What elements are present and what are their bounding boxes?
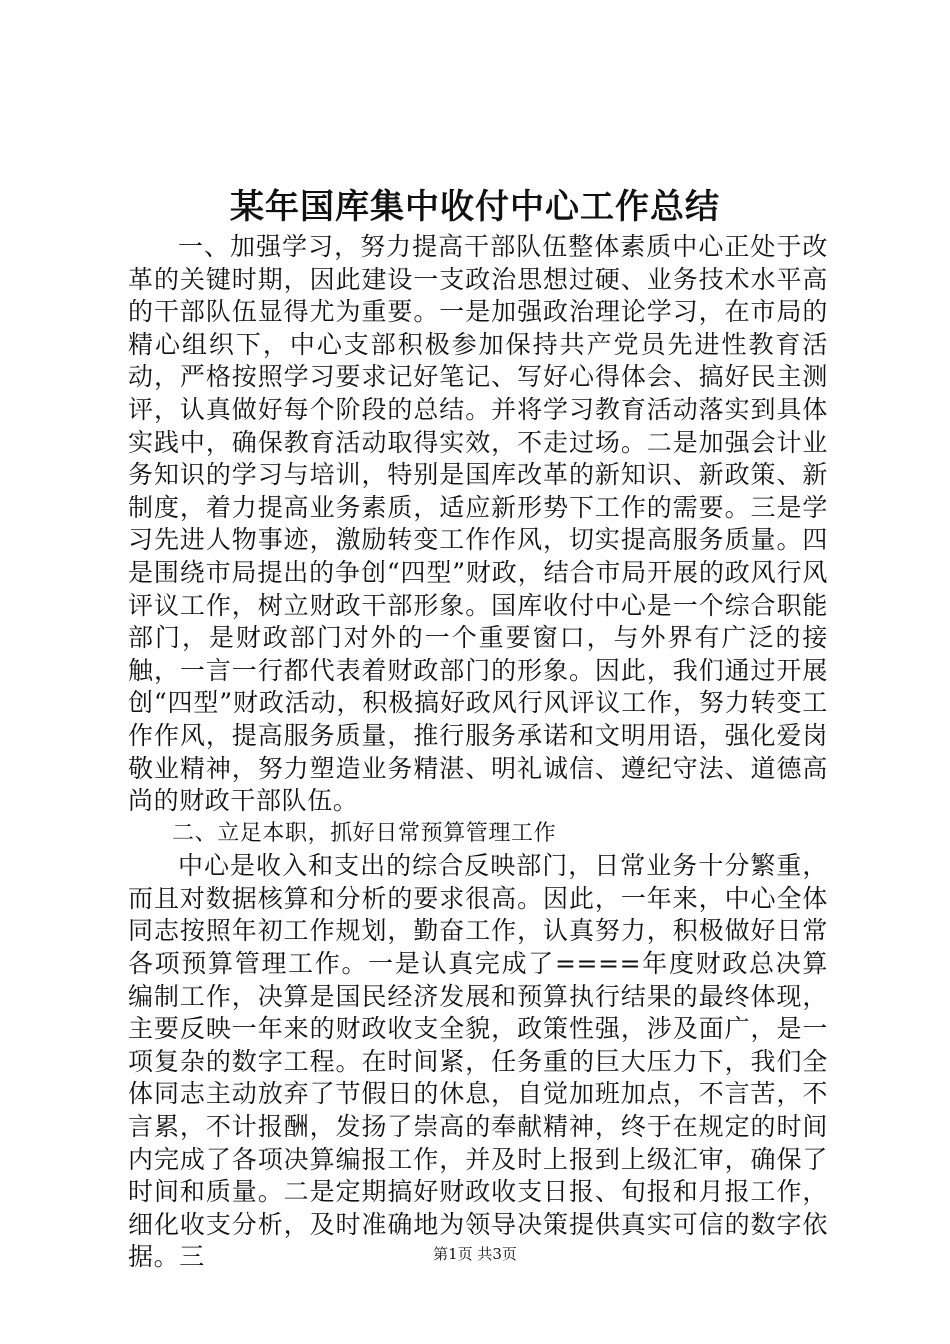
document-body — [128, 231, 828, 1274]
page-number-footer: 第1页 共3页 — [433, 1245, 517, 1263]
paragraph-section-one: 一、加强学习，努力提高干部队伍整体素质中心正处于改革的关键时期，因此建设一支政治思想过硬、业务技术水平高的干部队伍显得尤为重要。一是加强政治理论学习，在市局的精心组织下，中心支部积极参加保持共产党员先进性教育活动，严格按照学习要求记好笔记、写好心得体会、搞好民主测评，认真做好每个阶段的总结。并将学习教育活动落实到具体实践中，确保教育活动取得实效，不走过场。二是加强会计业务知识的学习与培训，特别是国库改革的新知识、新政策、新制度，着力提高业务素质，适应新形势下工作的需要。三是学习先进人物事迹，激励转变工作作风，切实提高服务质量。四是围绕市局提出的争创“四型”财政，结合市局开展的政风行风评议工作，树立财政干部形象。国库收付中心是一个综合职能部门，是财政部门对外的一个重要窗口，与外界有广泛的接触，一言一行都代表着财政部门的形象。因此，我们通过开展创“四型”财政活动，积极搞好政风行风评议工作，努力转变工作作风，提高服务质量，推行服务承诺和文明用语，强化爱岗敬业精神，努力塑造业务精湛、明礼诚信、遵纪守法、道德高尚的财政干部队伍。 — [128, 232, 828, 816]
document-title: 某年国库集中收付中心工作总结 — [230, 187, 720, 227]
paragraph-section-two: 中心是收入和支出的综合反映部门，日常业务十分繁重，而且对数据核算和分析的要求很高。因此，一年来，中心全体同志按照年初工作规划，勤奋工作，认真努力，积极做好日常各项预算管理工作。一是认真完成了====年度财政总决算编制工作，决算是国民经济发展和预算执行结果的最终体现，主要反映一年来的财政收支全貌，政策性强，涉及面广，是一项复杂的数字工程。在时间紧，任务重的巨大压力下，我们全体同志主动放弃了节假日的休息，自觉加班加点，不言苦，不言累，不计报酬，发扬了崇高的奉献精神，终于在规定的时间内完成了各项决算编报工作，并及时上报到上级汇审，确保了时间和质量。二是定期搞好财政收支日报、旬报和月报工作，细化收支分析，及时准确地为领导决策提供真实可信的数字依据。三 — [128, 851, 828, 1272]
section-heading-two: 二、立足本职，抓好日常预算管理工作 — [172, 820, 557, 846]
